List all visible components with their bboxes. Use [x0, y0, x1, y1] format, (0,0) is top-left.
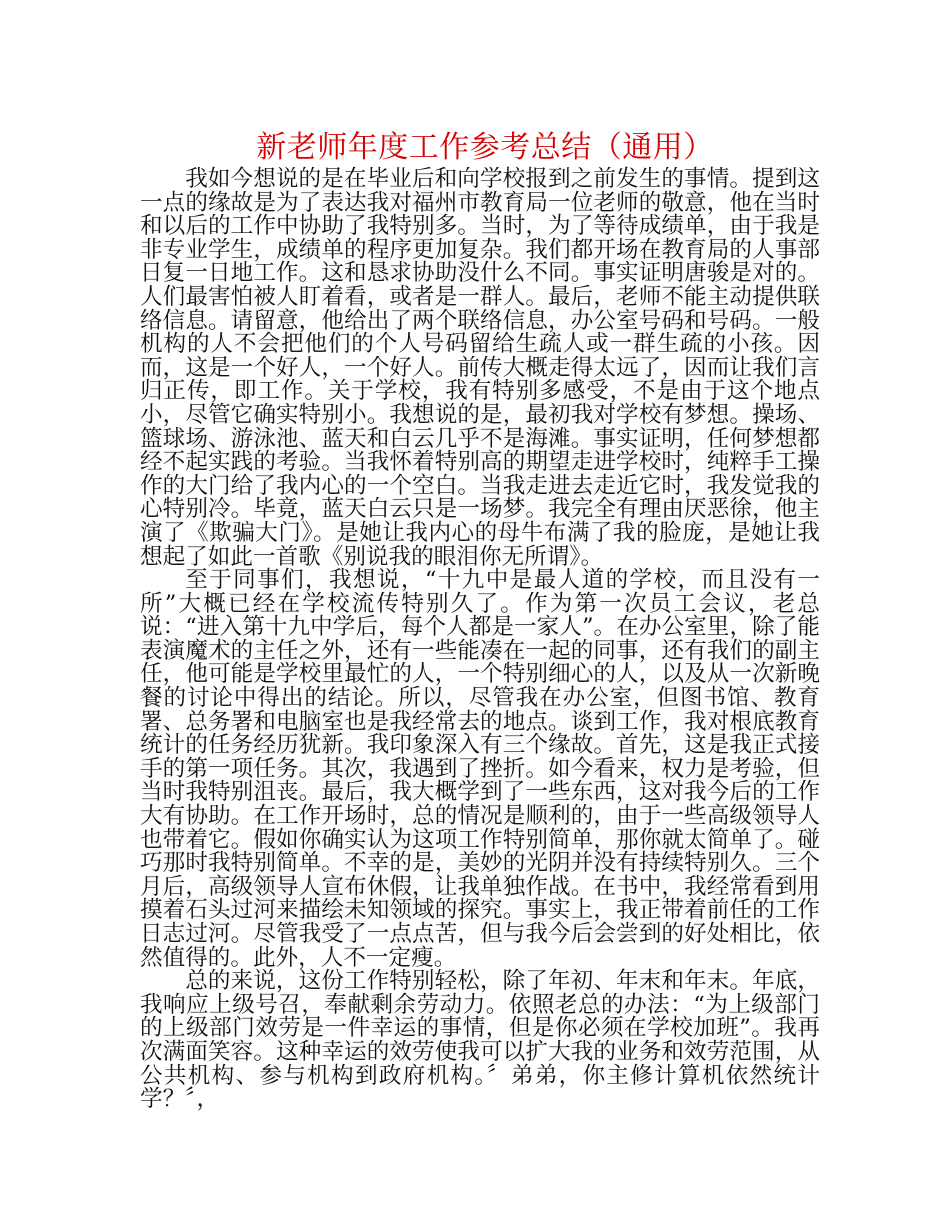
- paragraph-1: 我如今想说的是在毕业后和向学校报到之前发生的事情。提到这一点的缘故是为了表达我对福州市教育局一位老师的敬意，他在当时和以后的工作中协助了我特别多。当时，为了等待成绩单，由于我是非专业学生，成绩单的程序更加复杂。我们都开场在教育局的人事部日复一日地工作。这和恳求协助没什么不同。事实证明唐骏是对的。人们最害怕被人盯着看，或者是一群人。最后，老师不能主动提供联络信息。请留意，他给出了两个联络信息，办公室号码和号码。一般机构的人不会把他们的个人号码留给生疏人或一群生疏的小孩。因而，这是一个好人，一个好人。前传大概走得太远了，因而让我们言归正传，即工作。关于学校，我有特别多感受，不是由于这个地点小，尽管它确实特别小。我想说的是，最初我对学校有梦想。操场、篮球场、游泳池、蓝天和白云几乎不是海滩。事实证明，任何梦想都经不起实践的考验。当我怀着特别高的期望走进学校时，纯粹手工操作的大门给了我内心的一个空白。当我走进去走近它时，我发觉我的心特别冷。毕竟，蓝天白云只是一场梦。我完全有理由厌恶徐，他主演了《欺骗大门》。是她让我内心的母牛布满了我的脸庞，是她让我想起了如此一首歌《别说我的眼泪你无所谓》。: [140, 166, 820, 570]
- document-title: 新老师年度工作参考总结（通用）: [256, 130, 714, 165]
- document-page: [140, 128, 820, 1112]
- paragraph-2: 至于同事们，我想说，“十九中是最人道的学校，而且没有一所”大概已经在学校流传特别久了。作为第一次员工会议，老总说：“进入第十九中学后，每个人都是一家人”。在办公室里，除了能表演魔术的主任之外，还有一些能凑在一起的同事，还有我们的副主任，他可能是学校里最忙的人，一个特别细心的人，以及从一次新晚餐的讨论中得出的结论。所以，尽管我在办公室，但图书馆、教育署、总务署和电脑室也是我经常去的地点。谈到工作，我对根底教育统计的任务经历犹新。我印象深入有三个缘故。首先，这是我正式接手的第一项任务。其次，我遇到了挫折。如今看来，权力是考验，但当时我特别沮丧。最后，我大概学到了一些东西，这对我今后的工作大有协助。在工作开场时，总的情况是顺利的，由于一些高级领导人也带着它。假如你确实认为这项工作特别简单，那你就太简单了。碰巧那时我特别简单。不幸的是，美妙的光阴并没有持续特别久。三个月后，高级领导人宣布休假，让我单独作战。在书中，我经常看到用摸着石头过河来描绘未知领域的探究。事实上，我正带着前任的工作日志过河。尽管我受了一点点苦，但与我今后会尝到的好处相比，依然值得的。此外，人不一定瘦。: [140, 567, 820, 971]
- paragraph-3: 总的来说，这份工作特别轻松，除了年初、年末和年末。年底，我响应上级号召，奉献剩余劳动力。依照老总的办法：“为上级部门的上级部门效劳是一件幸运的事情，但是你必须在学校加班”。我再次满面笑容。这种幸运的效劳使我可以扩大我的业务和效劳范围，从公共机构、参与机构到政府机构。〞弟弟，你主修计算机依然统计学？〞，: [140, 968, 820, 1113]
